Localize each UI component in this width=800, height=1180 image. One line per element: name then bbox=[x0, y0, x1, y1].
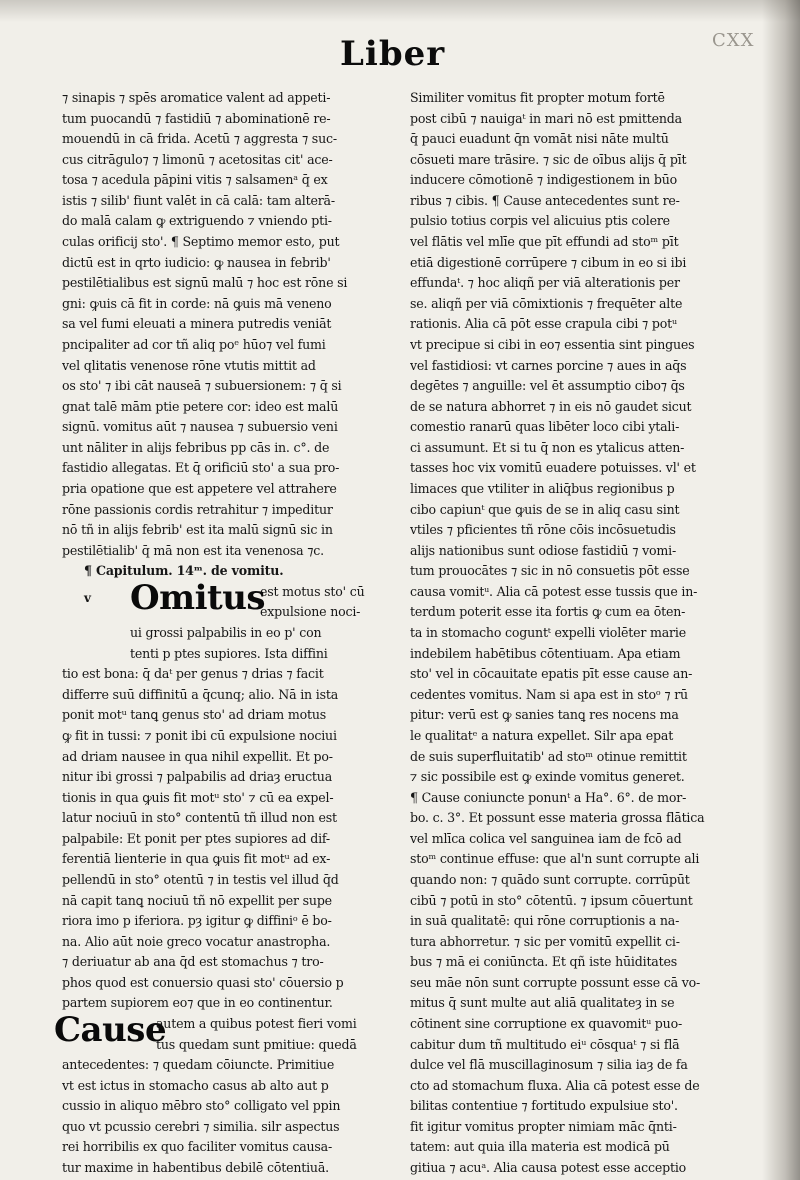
text-line: limaces que vtiliter in aliq̄bus regionibus p bbox=[410, 480, 675, 496]
text-line: signū. vomitus aūt ⁊ nausea ⁊ subuersio veni bbox=[62, 419, 338, 435]
text-line: cto ad stomachum fluxa. Alia cā potest esse de bbox=[410, 1077, 700, 1093]
text-line: tura abhorretur. ⁊ sic per vomitū expellit ci- bbox=[410, 933, 680, 949]
text-line: nō tñ in alijs febrib' est ita malū signū sic in bbox=[62, 522, 333, 538]
text-line: bilitas contentiue ⁊ fortitudo expulsiue sto'. bbox=[410, 1098, 678, 1114]
text-line: mouendū in cā frida. Acetū ⁊ aggresta ⁊ suc- bbox=[62, 131, 337, 147]
text-line: cus citrāgulo⁊ ⁊ limonū ⁊ acetositas cit' ace- bbox=[62, 151, 333, 167]
initial-block-vomitus bbox=[62, 577, 402, 664]
left-text-block bbox=[62, 88, 402, 561]
vomitus-line: est motus sto' cū bbox=[260, 583, 365, 599]
text-line: cibū ⁊ potū in sto° cōtentū. ⁊ ipsum cōuertunt bbox=[410, 892, 693, 908]
text-line: ponit motᵘ tanꝗ genus sto' ad driam motus bbox=[62, 707, 327, 723]
text-line: vel mlīca colica vel sanguinea iam de fcō ad bbox=[410, 830, 682, 846]
text-line: ribus ⁊ cibis. ¶ Cause antecedentes sunt re- bbox=[410, 192, 680, 208]
text-line: post cibū ⁊ nauigaᵗ in mari nō est pmittenda bbox=[410, 110, 682, 126]
text-line: comestio ranarū quas libēter loco cibi ytali- bbox=[410, 419, 680, 435]
text-line: tur maxime in habentibus debilē cōtentiuā. bbox=[62, 1160, 329, 1176]
text-line: rationis. Alia cā pōt esse crapula cibi ⁊ potᵘ bbox=[410, 316, 677, 332]
text-line: palpabile: Et ponit per ptes supiores ad dif- bbox=[62, 830, 330, 846]
text-line: tionis in qua ꝙuis fit motᵘ sto' ⁊ cū ea expel- bbox=[62, 789, 334, 805]
left-text-block-causes bbox=[62, 1055, 402, 1178]
text-line: pria opatione que est appetere vel attrahere bbox=[62, 480, 337, 496]
text-line: vel flātis vel mlīe que pīt effundi ad stoᵐ pīt bbox=[410, 234, 679, 250]
text-line: ⁊ sic possibile est ꝙ exinde vomitus generet. bbox=[410, 769, 685, 785]
text-line: ꝙ fit in tussi: ⁊ ponit ibi cū expulsione nociui bbox=[62, 727, 337, 743]
left-text-block-definition bbox=[62, 664, 402, 1014]
text-line: ferentiā lienterie in qua ꝙuis fit motᵘ ad ex- bbox=[62, 851, 331, 867]
text-line: cibo capiunᵗ que ꝙuis de se in aliq casu sint bbox=[410, 501, 680, 517]
text-line: antecedentes: ⁊ quedam cōiuncte. Primitiue bbox=[62, 1057, 335, 1073]
left-column bbox=[54, 88, 402, 1179]
running-head: Liber bbox=[340, 34, 446, 74]
text-line: rōne passionis cordis retrahitur ⁊ impeditur bbox=[62, 501, 333, 517]
vomitus-line: expulsione noci- bbox=[260, 604, 361, 620]
text-line: cussio in aliquo mēbro sto° colligato vel ppin bbox=[62, 1098, 341, 1114]
page-edge-shading bbox=[762, 0, 800, 1180]
text-line: pestilētialibus est signū malū ⁊ hoc est rōne si bbox=[62, 275, 348, 291]
text-line: tum prouocātes ⁊ sic in nō consuetis pōt esse bbox=[410, 563, 690, 579]
text-line: vt precipue si cibi in eo⁊ essentia sint pingues bbox=[410, 336, 695, 352]
text-line: pellendū in sto° otentū ⁊ in testis vel illud q̄d bbox=[62, 871, 339, 887]
text-line: se. aliqñ per viā cōmixtionis ⁊ frequēter alte bbox=[410, 295, 683, 311]
text-line: sto' vel in cōcauitate epatis pīt esse cause an- bbox=[410, 666, 693, 682]
text-line: cōtinent sine corruptione ex quavomitᵘ puo- bbox=[410, 1016, 683, 1032]
text-line: stoᵐ continue effuse: que al'n sunt corrupte ali bbox=[410, 851, 700, 867]
text-line: indebilem habētibus cōtentiuam. Apa etiam bbox=[410, 645, 681, 661]
text-line: nā capit tanꝗ nociuū tñ nō expellit per supe bbox=[62, 892, 332, 908]
text-line: ¶ Cause coniuncte ponunᵗ a Ha°. 6°. de mor- bbox=[410, 789, 687, 805]
text-line: terdum poterit esse ita fortis ꝙ cum ea ōten- bbox=[410, 604, 686, 620]
text-line: gitiua ⁊ acuᵃ. Alia causa potest esse acceptio bbox=[410, 1160, 687, 1176]
text-line: rei horribilis ex quo faciliter vomitus causa- bbox=[62, 1139, 333, 1155]
text-line: tosa ⁊ acedula pāpini vitis ⁊ salsamenᵃ q̄ ex bbox=[62, 172, 328, 188]
text-line: ad driam nausee in qua nihil expellit. Et po- bbox=[62, 748, 333, 764]
text-line: pestilētialib' q̄ mā non est ita venenosa ⁊c. bbox=[62, 542, 324, 558]
text-line: riora imo p iferiora. pȝ igitur ꝙ diffiniᵒ ē bo- bbox=[62, 913, 332, 929]
text-line: alijs nationibus sunt odiose fastidiū ⁊ vomi- bbox=[410, 542, 677, 558]
text-line: tum puocandū ⁊ fastidiū ⁊ abominationē re- bbox=[62, 110, 331, 126]
text-line: bus ⁊ mā ei coniūncta. Et qñ iste hūiditates bbox=[410, 954, 677, 970]
text-line: quo vt pcussio cerebri ⁊ similia. silr aspectus bbox=[62, 1118, 340, 1134]
text-line: sa vel fumi eleuati a minera putredis veniāt bbox=[62, 316, 332, 332]
text-line: vel fastidiosi: vt carnes porcine ⁊ aues in aq̄s bbox=[410, 357, 687, 373]
text-line: degētes ⁊ anguille: vel ēt assumptio cibo⁊ q̄s bbox=[410, 378, 685, 394]
initial-causae: Cause bbox=[54, 1010, 167, 1051]
text-line: q̄ pauci euadunt q̄n vomāt nisi nāte multū bbox=[410, 131, 669, 147]
text-line: dulce vel flā muscillaginosum ⁊ silia iaȝ de fa bbox=[410, 1057, 688, 1073]
right-column bbox=[410, 88, 762, 1179]
text-line: de se natura abhorret ⁊ in eis nō gaudet sicut bbox=[410, 398, 692, 414]
text-line: ta in stomacho coguntᵗ expelli violēter marie bbox=[410, 625, 686, 641]
text-line: vtiles ⁊ pficientes tñ rōne cōis incōsuetudis bbox=[410, 522, 676, 538]
causae-line: tus quedam sunt pmitiue: quedā bbox=[156, 1036, 357, 1052]
text-line: pitur: verū est ꝙ sanies tanꝗ res nocens ma bbox=[410, 707, 679, 723]
text-line: pulsio totius corpis vel alicuius ptis colere bbox=[410, 213, 670, 229]
text-line: tasses hoc vix vomitū euadere potuisses. vl' et bbox=[410, 460, 696, 476]
text-line: fit igitur vomitus propter nimiam māc q̄nti- bbox=[410, 1118, 677, 1134]
text-line: etiā digestionē corrūpere ⁊ cibum in eo si ibi bbox=[410, 254, 687, 270]
text-line: causa vomitᵘ. Alia cā potest esse tussis que in- bbox=[410, 583, 698, 599]
text-line: do malā calam ꝙ extriguendo ⁊ vniendo pti- bbox=[62, 213, 332, 229]
text-line: Similiter vomitus fit propter motum fortē bbox=[410, 90, 665, 105]
text-line: vt est ictus in stomacho casus ab alto aut p bbox=[62, 1077, 329, 1093]
text-line: inducere cōmotionē ⁊ indigestionem in būo bbox=[410, 172, 678, 188]
text-line: de suis superfluitatib' ad stoᵐ otinue remittit bbox=[410, 748, 687, 764]
causae-line: autem a quibus potest fieri vomi bbox=[156, 1016, 357, 1032]
text-line: differre suū diffinitū a q̄cunq; alio. Nā in ista bbox=[62, 686, 339, 702]
text-line: cabitur dum tñ multitudo eiᵘ cōsquaᵗ ⁊ si flā bbox=[410, 1036, 680, 1052]
text-line: partem supiorem eo⁊ que in eo continentur. bbox=[62, 995, 333, 1011]
text-line: tatem: aut quia illa materia est modicā pū bbox=[410, 1139, 670, 1155]
text-line: dictū est in qrto iudicio: ꝙ nausea in febrib' bbox=[62, 254, 331, 270]
vomitus-line: tenti p ptes supiores. Ista diffini bbox=[130, 645, 328, 661]
text-line: in suā qualitatē: qui rōne corruptionis a na- bbox=[410, 913, 680, 929]
right-text-block bbox=[410, 88, 762, 1179]
initial-block-causae bbox=[54, 1010, 402, 1055]
text-line: pncipaliter ad cor tñ aliq poᵉ hūo⁊ vel fumi bbox=[62, 336, 326, 352]
text-line: nitur ibi grossi ⁊ palpabilis ad driaȝ eructua bbox=[62, 769, 332, 785]
text-line: vel qlitatis venenose rōne vtutis mittit ad bbox=[62, 357, 316, 373]
text-line: ⁊ sinapis ⁊ spēs aromatice valent ad appeti- bbox=[62, 90, 331, 105]
text-line: mitus q̄ sunt multe aut aliā qualitateȝ in se bbox=[410, 995, 675, 1011]
initial-vomitus: Omitus bbox=[130, 577, 266, 618]
text-line: unt nāliter in alijs febribus pp cās in. c°. de bbox=[62, 439, 330, 455]
text-line: le qualitatᵉ a natura expellet. Silr apa epat bbox=[410, 727, 674, 743]
text-line: tio est bona: q̄ daᵗ per genus ⁊ drias ⁊ facit bbox=[62, 666, 324, 682]
text-line: ⁊ deriuatur ab ana q̄d est stomachus ⁊ tro- bbox=[62, 954, 324, 970]
folio-number: CXX bbox=[712, 30, 755, 51]
text-line: cōsueti mare trāsire. ⁊ sic de oībus alijs q̄ pīt bbox=[410, 151, 687, 167]
text-line: bo. c. 3°. Et possunt esse materia grossa flātica bbox=[410, 810, 705, 826]
text-line: istis ⁊ silib' fiunt valēt in cā calā: tam alterā- bbox=[62, 192, 335, 208]
chapter-heading: ¶ Capitulum. 14ᵐ. de vomitu. bbox=[84, 563, 284, 579]
guide-letter: v bbox=[84, 590, 91, 605]
vomitus-line: ui grossi palpabilis in eo p' con bbox=[130, 625, 322, 641]
text-line: gni: ꝙuis cā fit in corde: nā ꝙuis mā veneno bbox=[62, 295, 332, 311]
text-line: seu māe nōn sunt corrupte possunt esse cā vo- bbox=[410, 974, 701, 990]
text-line: culas orificij sto'. ¶ Septimo memor esto, put bbox=[62, 234, 340, 250]
text-line: na. Alio aūt noie greco vocatur anastropha. bbox=[62, 933, 331, 949]
text-line: phos quod est conuersio quasi sto' cōuersio p bbox=[62, 974, 344, 990]
text-line: os sto' ⁊ ibi cāt nauseā ⁊ subuersionem: ⁊ q̄ si bbox=[62, 378, 342, 394]
text-line: latur nociuū in sto° contentū tñ illud non est bbox=[62, 810, 337, 826]
text-line: effundaᵗ. ⁊ hoc aliqñ per viā alterationis per bbox=[410, 275, 680, 291]
text-line: fastidio allegatas. Et q̄ orificiū sto' a sua pro- bbox=[62, 460, 340, 476]
text-line: quando non: ⁊ quādo sunt corrupte. corrūpūt bbox=[410, 871, 690, 887]
text-line: ci assumunt. Et si tu q̄ non es ytalicus atten- bbox=[410, 439, 685, 455]
top-shading bbox=[0, 0, 800, 22]
text-line: gnat talē mām ptie petere cor: ideo est malū bbox=[62, 398, 339, 414]
text-line: cedentes vomitus. Nam si apa est in stoᵒ ⁊ rū bbox=[410, 686, 688, 702]
